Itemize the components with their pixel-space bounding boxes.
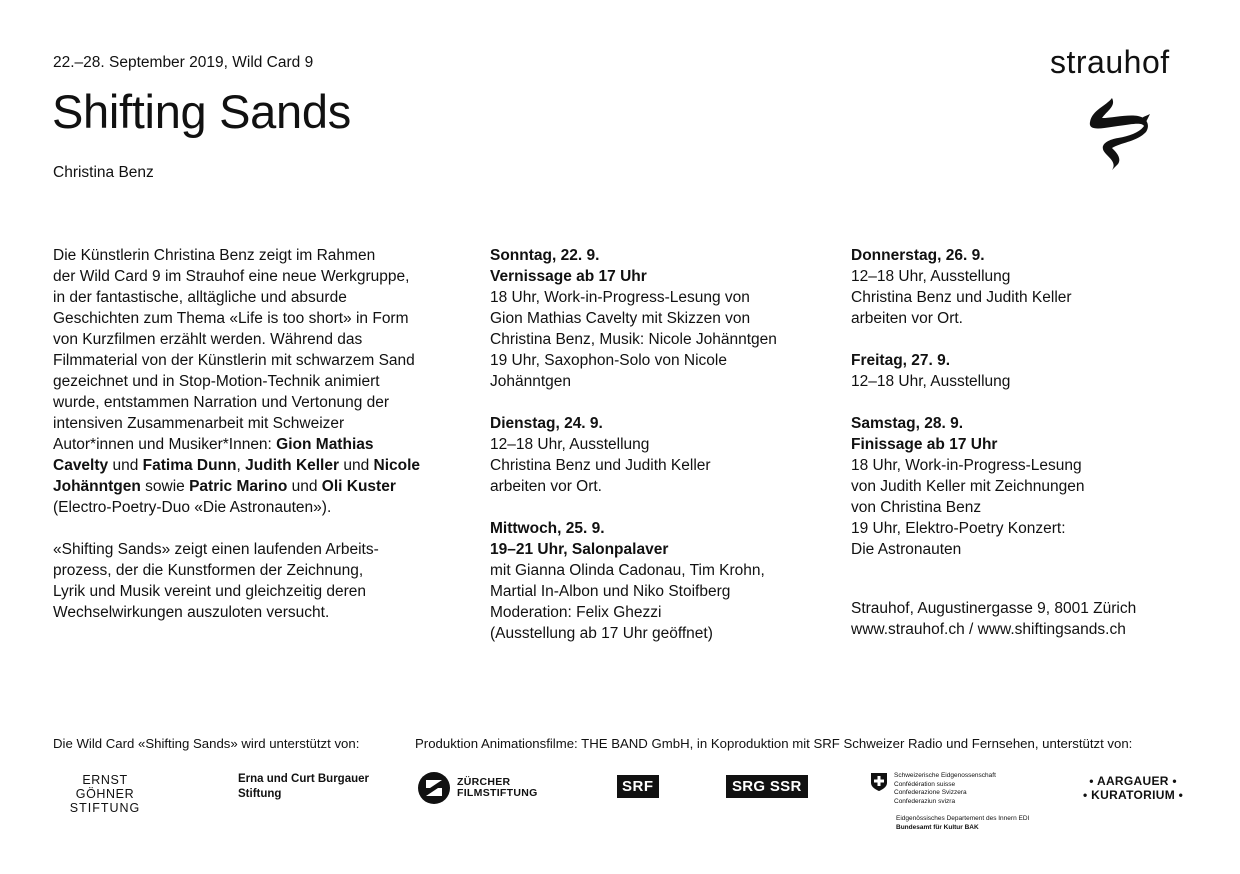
intro-line: Cavelty und Fatima Dunn, Judith Keller und Nicole	[53, 457, 421, 474]
aargau-line-1: • AARGAUER •	[1089, 774, 1177, 788]
event-detail: arbeiten vor Ort.	[490, 478, 602, 495]
event-detail: Martial In-Albon und Niko Stoifberg	[490, 583, 731, 600]
website-links: www.strauhof.ch / www.shiftingsands.ch	[851, 621, 1126, 638]
date-line: 22.–28. September 2019, Wild Card 9	[53, 54, 314, 71]
event-detail: 12–18 Uhr, Ausstellung	[851, 268, 1011, 285]
dots-icon: •	[1175, 788, 1184, 802]
intro-line: Filmmaterial von der Künstlerin mit schwarzem Sand	[53, 352, 415, 369]
srf-logo: SRF	[617, 775, 659, 798]
event-detail: Gion Mathias Cavelty mit Skizzen von	[490, 310, 751, 327]
intro-line: prozess, der die Kunstformen der Zeichnung,	[53, 562, 364, 579]
zuercher-filmstiftung-logo	[417, 771, 538, 805]
intro-line: «Shifting Sands» zeigt einen laufenden Arbeits-	[53, 541, 379, 558]
page-title: Shifting Sands	[52, 85, 351, 138]
event-day: Mittwoch, 25. 9.	[490, 520, 605, 537]
goehner-line-2: STIFTUNG	[69, 801, 141, 815]
intro-line: Geschichten zum Thema «Life is too short» in Form	[53, 310, 409, 327]
dots-icon: •	[1168, 774, 1177, 788]
event-day: Dienstag, 24. 9.	[490, 415, 603, 432]
intro-paragraph-1	[53, 245, 453, 518]
sponsor-label-right: Produktion Animationsfilme: THE BAND GmbH, in Koproduktion mit SRF Schweizer Radio und Fernsehen, unterstützt von:	[415, 736, 1133, 751]
schedule-column-middle	[490, 245, 820, 665]
filmstiftung-icon	[417, 771, 451, 805]
address-line: Strauhof, Augustinergasse 9, 8001 Zürich	[851, 600, 1137, 617]
bak-line: Bundesamt für Kultur BAK	[896, 823, 979, 831]
event-detail: Christina Benz und Judith Keller	[851, 289, 1072, 306]
event-detail: Christina Benz und Judith Keller	[490, 457, 711, 474]
intro-line: Autor*innen und Musiker*Innen: Gion Mathias	[53, 436, 374, 453]
intro-line: Die Künstlerin Christina Benz zeigt im Rahmen	[53, 247, 376, 264]
burgauer-logo	[238, 772, 369, 802]
schedule-entry	[851, 413, 1191, 560]
intro-paragraph-2	[53, 539, 453, 623]
schedule-entry	[851, 350, 1191, 392]
intro-line: wurde, entstammen Narration und Vertonung der	[53, 394, 390, 411]
dots-icon: •	[1083, 788, 1092, 802]
intro-line: Johänntgen sowie Patric Marino und Oli Kuster	[53, 478, 396, 495]
intro-line: in der fantastische, alltägliche und absurde	[53, 289, 347, 306]
event-detail: 18 Uhr, Work-in-Progress-Lesung	[851, 457, 1082, 474]
event-detail: von Christina Benz	[851, 499, 982, 516]
intro-line: Wechselwirkungen auszuloten versucht.	[53, 604, 330, 621]
event-detail: (Ausstellung ab 17 Uhr geöffnet)	[490, 625, 713, 642]
sponsor-label-left: Die Wild Card «Shifting Sands» wird unterstützt von:	[53, 736, 360, 751]
aargauer-kuratorium-logo	[1083, 774, 1183, 802]
event-detail: 19 Uhr, Elektro-Poetry Konzert:	[851, 520, 1066, 537]
event-highlight: Finissage ab 17 Uhr	[851, 436, 998, 453]
event-day: Freitag, 27. 9.	[851, 352, 951, 369]
swiss-confederation-logo	[870, 772, 996, 806]
event-detail: 19 Uhr, Saxophon-Solo von Nicole	[490, 352, 727, 369]
event-detail: Die Astronauten	[851, 541, 962, 558]
schedule-entry	[490, 245, 820, 392]
ernst-goehner-logo	[55, 773, 155, 815]
event-detail: von Judith Keller mit Zeichnungen	[851, 478, 1085, 495]
goehner-line-1: ERNST GÖHNER	[75, 773, 135, 801]
burgauer-line-1: Erna und Curt Burgauer	[238, 773, 369, 785]
confed-line-2: Confédération suisse	[894, 780, 956, 788]
event-day: Sonntag, 22. 9.	[490, 247, 600, 264]
strauhof-wordmark: strauhof	[1050, 44, 1170, 80]
event-day: Donnerstag, 26. 9.	[851, 247, 985, 264]
event-detail: 12–18 Uhr, Ausstellung	[490, 436, 650, 453]
event-detail: Moderation: Felix Ghezzi	[490, 604, 662, 621]
confed-line-1: Schweizerische Eidgenossenschaft	[894, 772, 996, 779]
event-detail: Christina Benz, Musik: Nicole Johänntgen	[490, 331, 777, 348]
zfs-line-1: ZÜRCHER	[457, 776, 511, 788]
schedule-column-right	[851, 245, 1191, 581]
artist-name: Christina Benz	[53, 164, 154, 181]
event-detail: mit Gianna Olinda Cadonau, Tim Krohn,	[490, 562, 765, 579]
burgauer-line-2: Stiftung	[238, 788, 282, 800]
schedule-entry	[490, 518, 820, 644]
swiss-cross-icon	[870, 772, 888, 792]
intro-line: gezeichnet und in Stop-Motion-Technik animiert	[53, 373, 380, 390]
intro-column	[53, 245, 453, 644]
intro-line: Lyrik und Musik vereint und gleichzeitig deren	[53, 583, 367, 600]
srg-ssr-logo: SRG SSR	[726, 775, 808, 798]
event-highlight: Vernissage ab 17 Uhr	[490, 268, 647, 285]
intro-line: von Kurzfilmen erzählt werden. Während das	[53, 331, 363, 348]
schedule-entry	[851, 245, 1191, 329]
event-detail: 12–18 Uhr, Ausstellung	[851, 373, 1011, 390]
event-detail: arbeiten vor Ort.	[851, 310, 963, 327]
address-block	[851, 598, 1136, 640]
intro-line: intensiven Zusammenarbeit mit Schweizer	[53, 415, 345, 432]
event-detail: Johänntgen	[490, 373, 572, 390]
event-detail: 18 Uhr, Work-in-Progress-Lesung von	[490, 289, 750, 306]
aargau-line-2: • KURATORIUM •	[1083, 788, 1184, 802]
strauhof-fish-icon	[1082, 92, 1152, 172]
event-highlight: 19–21 Uhr, Salonpalaver	[490, 541, 669, 558]
schedule-entry	[490, 413, 820, 497]
edi-line: Eidgenössisches Departement des Innern EDI	[896, 815, 1030, 822]
confed-line-4: Confederaziun svizra	[894, 797, 956, 805]
intro-line: (Electro-Poetry-Duo «Die Astronauten»).	[53, 499, 332, 516]
dots-icon: •	[1089, 774, 1097, 788]
confed-line-3: Confederazione Svizzera	[894, 789, 967, 796]
intro-line: der Wild Card 9 im Strauhof eine neue Werkgruppe,	[53, 268, 410, 285]
event-day: Samstag, 28. 9.	[851, 415, 964, 432]
zfs-line-2: FILMSTIFTUNG	[457, 787, 538, 799]
edi-bak-text	[896, 815, 1029, 832]
